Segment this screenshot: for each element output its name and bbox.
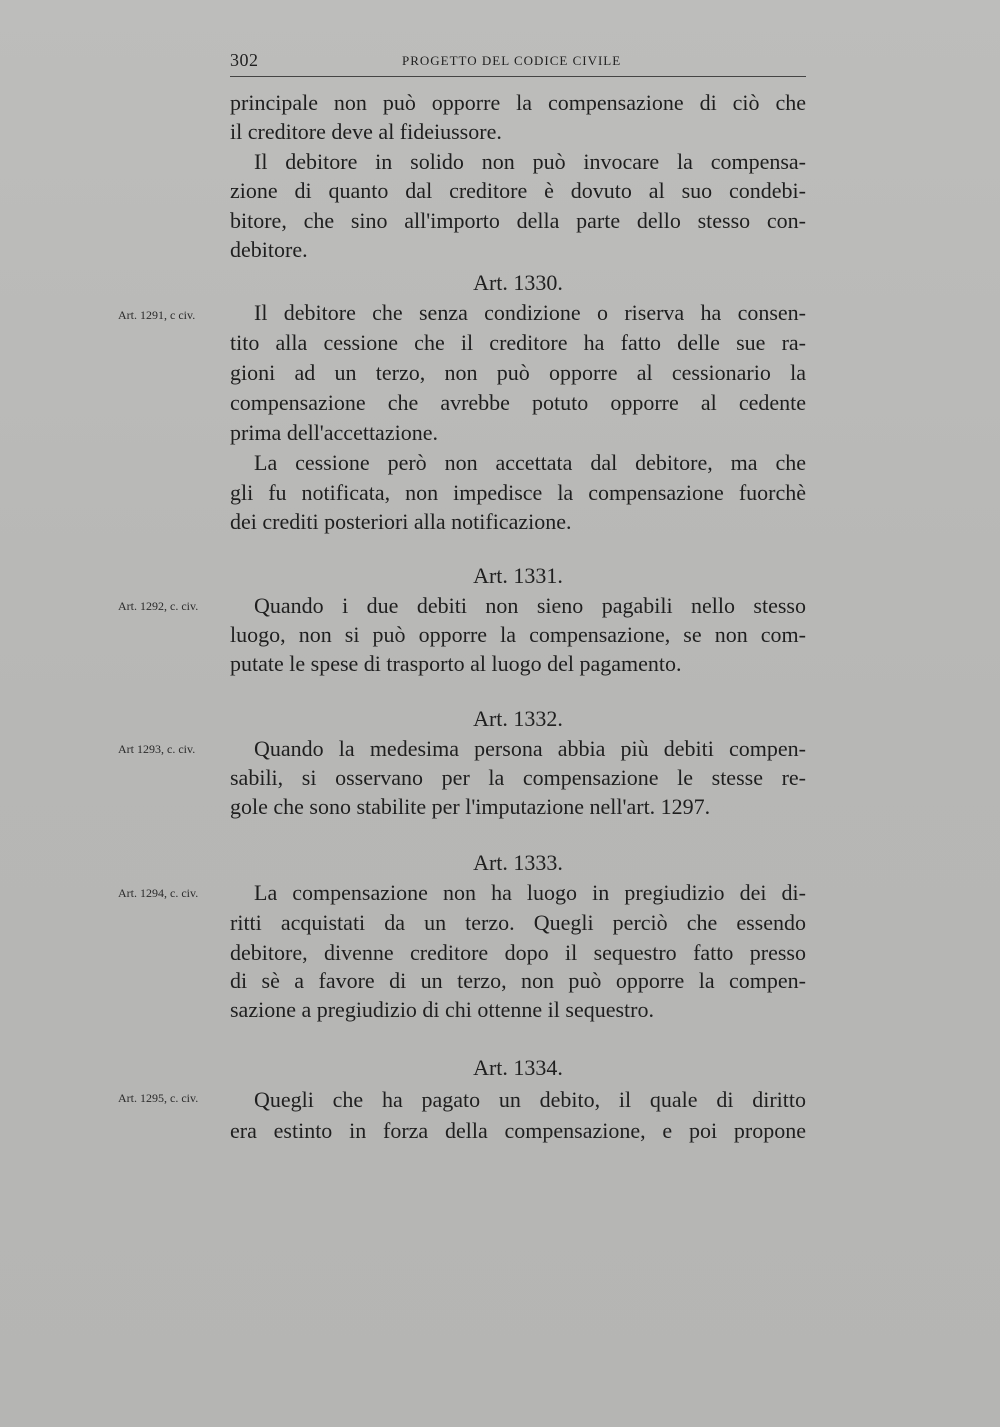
text-line: sabili, si osservano per la compensazione le stesse re- [230,765,806,790]
text-line: Quando la medesima persona abbia più debiti compen- [254,736,806,761]
text-line: compensazione che avrebbe potuto opporre al cedente [230,390,806,415]
text-line: putate le spese di trasporto al luogo del pagamento. [230,651,682,676]
text-line: dei crediti posteriori alla notificazione. [230,509,572,534]
text-line: Quegli che ha pagato un debito, il quale di diritto [254,1087,806,1112]
text-line: gioni ad un terzo, non può opporre al cessionario la [230,360,806,385]
text-line: Il debitore in solido non può invocare la compensa- [254,149,806,174]
text-line: debitore, divenne creditore dopo il sequestro fatto presso [230,940,806,965]
text-line: il creditore deve al fideiussore. [230,119,502,144]
page-number: 302 [230,50,259,70]
article-heading: Art. 1333. [473,850,563,875]
text-line: Quando i due debiti non sieno pagabili nello stesso [254,593,806,618]
text-line: tito alla cessione che il creditore ha fatto delle sue ra- [230,330,806,355]
text-line: Il debitore che senza condizione o riserva ha consen- [254,300,806,325]
running-title: PROGETTO DEL CODICE CIVILE [402,53,622,68]
text-line: zione di quanto dal creditore è dovuto al suo condebi- [230,178,806,203]
text-line: gli fu notificata, non impedisce la compensazione fuorchè [230,480,806,505]
article-heading: Art. 1330. [473,270,563,295]
margin-note: Art. 1292, c. civ. [118,599,199,613]
article-heading: Art. 1331. [473,563,563,588]
text-line: La compensazione non ha luogo in pregiudizio dei di- [254,880,806,905]
margin-note: Art. 1291, c civ. [118,308,196,322]
page-header [230,50,806,77]
text-line: principale non può opporre la compensazione di ciò che [230,90,806,115]
article-heading: Art. 1332. [473,706,563,731]
margin-note: Art. 1294, c. civ. [118,886,199,900]
text-line: debitore. [230,237,308,262]
text-line: di sè a favore di un terzo, non può opporre la compen- [230,968,806,993]
text-line: luogo, non si può opporre la compensazione, se non com- [230,622,806,647]
text-line: sazione a pregiudizio di chi ottenne il sequestro. [230,997,654,1022]
text-line: gole che sono stabilite per l'imputazione nell'art. 1297. [230,794,711,819]
text-line: prima dell'accettazione. [230,420,438,445]
text-line: La cessione però non accettata dal debitore, ma che [254,450,806,475]
margin-note: Art. 1295, c. civ. [118,1091,199,1105]
text-line: bitore, che sino all'importo della parte dello stesso con- [230,208,806,233]
text-line: ritti acquistati da un terzo. Quegli perciò che essendo [230,910,806,935]
text-line: era estinto in forza della compensazione, e poi propone [230,1118,806,1143]
article-heading: Art. 1334. [473,1055,563,1080]
margin-note: Art 1293, c. civ. [118,742,196,756]
